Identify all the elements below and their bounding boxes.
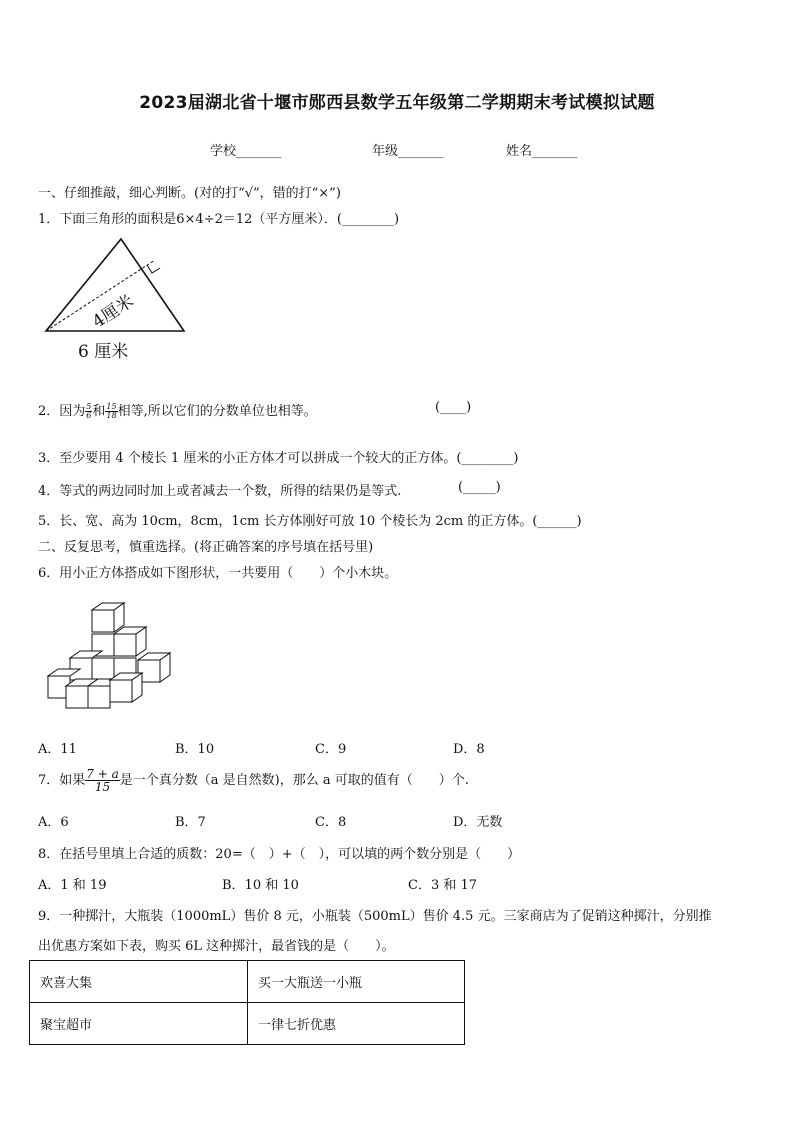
q2-frac1-numerator: 5	[86, 402, 92, 411]
q8-option-c: C．3 和 17	[408, 878, 478, 893]
table-cell: 买一大瓶送一小瓶	[248, 961, 465, 1003]
cubes-figure	[44, 600, 184, 722]
q7-option-a: A．6	[38, 815, 69, 830]
triangle-figure	[40, 225, 190, 365]
question-4: 4．等式的两边同时加上或者减去一个数，所得的结果仍是等式.	[38, 484, 402, 499]
table-row	[30, 961, 465, 1003]
question-9-line1: 9．一种掷汁，大瓶装（1000mL）售价 8 元，小瓶装（500mL）售价 4.5 元。三家商店为了促销这种掷汁，分别推	[38, 909, 712, 924]
q2-fraction-2	[105, 403, 117, 420]
table-cell: 欢喜大集	[30, 961, 248, 1003]
q2-frac2-numerator: 15	[106, 402, 117, 411]
question-8: 8．在括号里填上合适的质数：20=（ ）+（ ），可以填的两个数分别是（ ）	[38, 847, 521, 862]
school-field: 学校_______	[210, 144, 282, 159]
table-cell: 一律七折优惠	[248, 1003, 465, 1045]
q4-answer-blank: (_____)	[458, 480, 501, 495]
page-title: 2023届湖北省十堰市郧西县数学五年级第二学期期末考试模拟试题	[139, 93, 655, 113]
base-label: 6 厘米	[78, 342, 129, 362]
q6-option-b: B．10	[175, 742, 215, 757]
question-5: 5．长、宽、高为 10cm，8cm，1cm 长方体刚好可放 10 个棱长为 2cm 的正方体。(______)	[38, 514, 582, 529]
q6-option-d: D．8	[453, 742, 485, 757]
q2-answer-blank: (____)	[435, 400, 472, 415]
q7-suffix: 是一个真分数（a 是自然数)，那么 a 可取的值有（ ）个.	[119, 773, 469, 788]
q6-option-a: A．11	[38, 742, 77, 757]
q7-frac-numerator: 7 + a	[86, 767, 119, 781]
q7-frac-denominator: 15	[94, 780, 111, 794]
q2-prefix: 2．因为	[38, 404, 86, 419]
cube-stack	[48, 603, 170, 708]
q2-frac2-denominator: 18	[106, 411, 117, 420]
table-cell: 聚宝超市	[30, 1003, 248, 1045]
q7-fraction	[85, 768, 119, 793]
q2-frac1-denominator: 6	[86, 411, 92, 420]
q7-option-c: C．8	[315, 815, 347, 830]
name-field: 姓名_______	[506, 144, 578, 159]
q6-option-c: C．9	[315, 742, 347, 757]
question-9-line2: 出优惠方案如下表，购买 6L 这种掷汁，最省钱的是（ ）。	[38, 939, 395, 954]
section1-heading: 一、仔细推敲，细心判断。(对的打“√”，错的打“×”)	[38, 186, 341, 201]
section2-heading: 二、反复思考，慎重选择。(将正确答案的序号填在括号里)	[38, 540, 374, 555]
q8-option-a: A．1 和 19	[38, 878, 107, 893]
grade-field: 年级_______	[372, 144, 444, 159]
question-1: 1．下面三角形的面积是6×4÷2＝12（平方厘米）．(________)	[38, 212, 400, 227]
question-3: 3．至少要用 4 个棱长 1 厘米的小正方体才可以拼成一个较大的正方体。(________)	[38, 451, 519, 466]
table-row	[30, 1003, 465, 1045]
discount-table	[29, 960, 465, 1045]
q8-option-b: B．10 和 10	[222, 878, 299, 893]
question-2	[38, 400, 317, 420]
q2-suffix: 相等,所以它们的分数单位也相等。	[117, 404, 317, 419]
right-angle-mark	[147, 265, 160, 273]
question-7	[38, 768, 469, 793]
height-label: 4厘米	[89, 291, 138, 333]
q7-prefix: 7．如果	[38, 773, 86, 788]
q7-option-d: D．无数	[453, 815, 503, 830]
q2-mid: 和	[92, 404, 106, 419]
question-6: 6．用小正方体搭成如下图形状，一共要用（ ）个小木块。	[38, 566, 398, 581]
q7-option-b: B．7	[175, 815, 206, 830]
